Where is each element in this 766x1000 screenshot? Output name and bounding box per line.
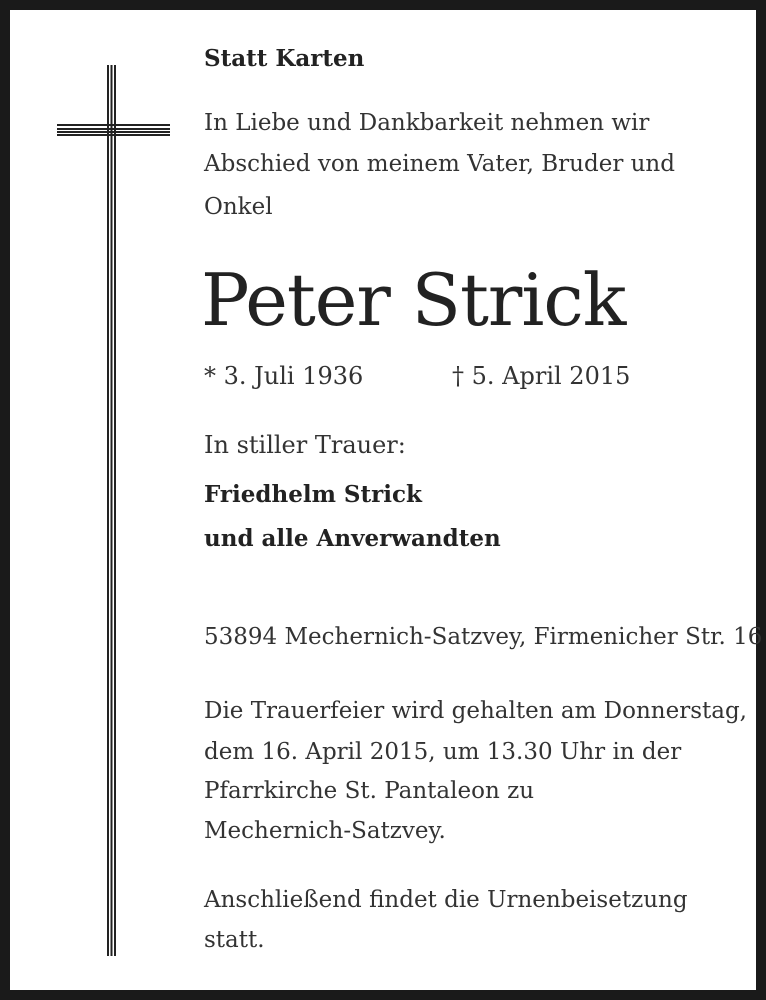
- cross-horizontal-beam: [57, 124, 170, 136]
- header-statt-karten: Statt Karten: [204, 45, 365, 72]
- mourner-name: Friedhelm Strick: [204, 481, 422, 508]
- deceased-name: Peter Strick: [201, 258, 626, 342]
- service-line: Pfarrkirche St. Pantaleon zu: [204, 778, 535, 804]
- cross-vertical-beam: [107, 65, 116, 956]
- burial-line: statt.: [204, 927, 265, 953]
- intro-line: In Liebe und Dankbarkeit nehmen wir: [204, 110, 650, 136]
- birth-date: * 3. Juli 1936: [204, 362, 364, 390]
- service-line: Mechernich-Satzvey.: [204, 818, 446, 844]
- intro-line: Onkel: [204, 194, 273, 220]
- service-line: Die Trauerfeier wird gehalten am Donnerstag,: [204, 698, 747, 724]
- mourner-relatives: und alle Anverwandten: [204, 525, 501, 552]
- death-date: † 5. April 2015: [452, 362, 631, 390]
- service-line: dem 16. April 2015, um 13.30 Uhr in der: [204, 739, 682, 765]
- address: 53894 Mechernich-Satzvey, Firmenicher Str. 16: [204, 624, 763, 650]
- burial-line: Anschließend findet die Urnenbeisetzung: [204, 887, 688, 913]
- mourning-label: In stiller Trauer:: [204, 431, 406, 459]
- intro-line: Abschied von meinem Vater, Bruder und: [204, 151, 675, 177]
